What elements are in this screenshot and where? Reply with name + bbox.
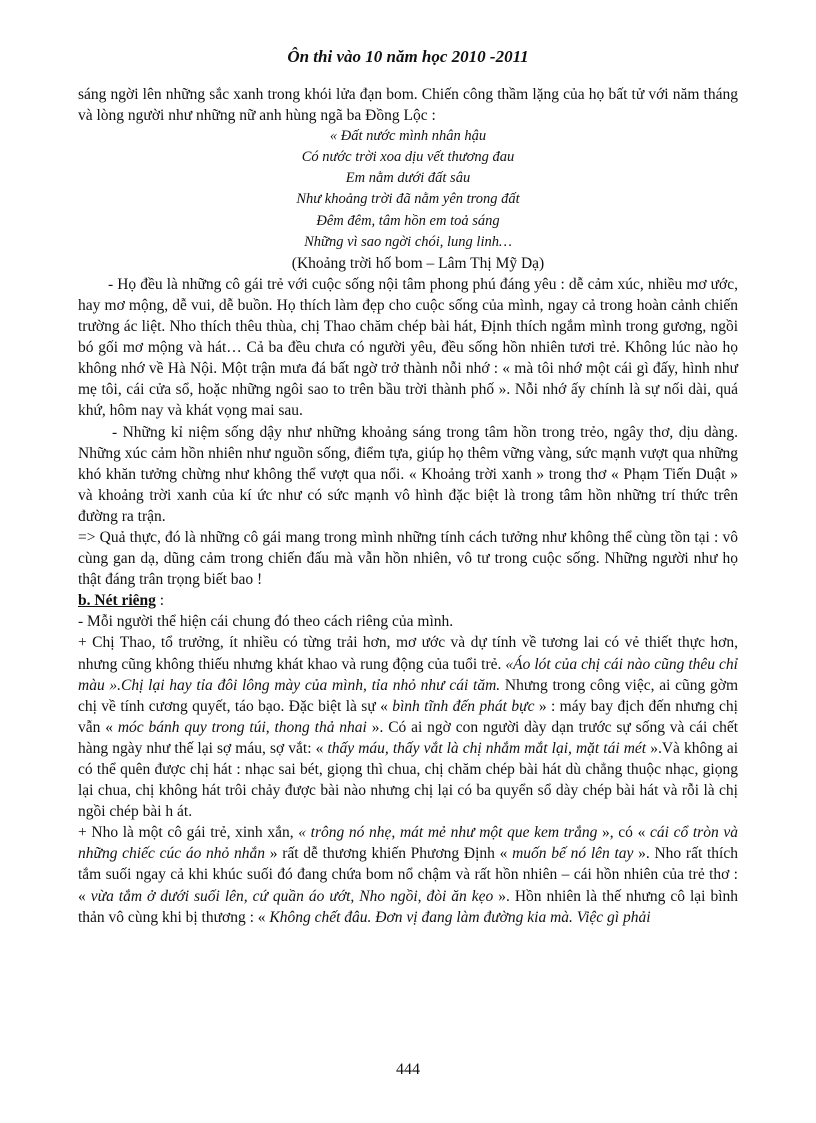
heading-b-label: b. Nét riêng: [78, 592, 156, 610]
italic-quote: bình tĩnh đến phát bực: [392, 697, 535, 715]
section-heading-b: [78, 590, 738, 611]
poem-line: Đêm đêm, tâm hồn em toả sáng: [316, 212, 500, 229]
paragraph-inner-life: - Họ đều là những cô gái trẻ với cuộc sống nội tâm phong phú đáng yêu : dễ cảm xúc, nhiều mơ ước, hay mơ mộng, dễ vui, dễ buồn. Họ thích làm đẹp cho cuộc sống của mình, ngay cả trong hoàn cảnh chiến trường ác liệt. Nho thích thêu thùa, chị Thao chăm chép bài hát, Định thích ngắm mình trong gương, ngồi bó gối mơ mộng và hát… Cả ba đều chưa có người yêu, đều sống hồn nhiên tươi trẻ. Không lúc nào họ không nhớ về Hà Nội. Một trận mưa đá bất ngờ trở thành nỗi nhớ : « mà tôi nhớ một cái gì đấy, hình như mẹ tôi, cái cửa sổ, hoặc những ngôi sao to trên bầu trời thành phố ». Nỗi nhớ ấy chính là sự nối dài, quá khứ, hôm nay và khát vọng mai sau.: [78, 275, 738, 420]
poem-line: « Đất nước mình nhân hậu: [329, 128, 487, 145]
text-run: + Nho là một cô gái trẻ, xinh xắn,: [78, 824, 299, 842]
paragraph-conclusion: => Quả thực, đó là những cô gái mang trong mình những tính cách tưởng như không thể cùng tồn tại : vô cùng gan dạ, dũng cảm trong chiến đấu mà vẫn hồn nhiên, vô tư trong cuộc sống. Những người như họ thật đáng trân trọng biết bao !: [78, 528, 738, 589]
italic-quote: thấy máu, thấy vắt là chị nhắm mắt lại, mặt tái mét: [327, 739, 647, 757]
poem-line: Có nước trời xoa dịu vết thương đau: [301, 149, 515, 166]
poem-citation: (Khoảng trời hố bom – Lâm Thị Mỹ Dạ): [291, 254, 545, 272]
text-run: », có «: [597, 824, 650, 842]
paragraph-chi-thao: [78, 632, 738, 822]
paragraph-nho: [78, 822, 738, 927]
poem-block: [78, 126, 738, 253]
paragraph-intro: sáng ngời lên những sắc xanh trong khói lửa đạn bom. Chiến công thầm lặng của họ bất tử với năm tháng và lòng người như những nữ anh hùng ngã ba Đồng Lộc :: [78, 86, 738, 125]
italic-quote: cái cổ tròn và những chiếc cúc áo nhỏ nhắn: [78, 824, 738, 863]
paragraph-memories: - Những kỉ niệm sống dậy như những khoảng sáng trong tâm hồn trong trẻo, ngây thơ, dịu dàng. Những xúc cảm hồn nhiên như nguồn sống, điểm tựa, giúp họ thêm vững vàng, sức mạnh vượt qua những khó khăn tưởng chừng như không thể vượt qua nổi. « Khoảng trời xanh » trong thơ « Phạm Tiến Duật » và khoảng trời xanh của kí ức như có sức mạnh vô hình đặc biệt là trong tâm hồn những trí thức trên đường ra trận.: [78, 423, 738, 525]
italic-quote: muốn bế nó lên tay: [512, 845, 634, 863]
text-run: ». Có ai ngờ con người dày dạn trước sự sống và cái chết hàng ngày như thế lại sợ máu, sợ vắt: «: [78, 718, 739, 757]
page-number: 444: [396, 1061, 420, 1078]
text-run: + Chị Thao, tổ trưởng, ít nhiều có từng trải hơn, mơ ước và dự tính về tương lai có vẻ thiết thực hơn, nhưng cũng không thiếu nhưng khát khao và rung động của tuổi trẻ.: [78, 634, 738, 673]
poem-line: Như khoảng trời đã nằm yên trong đất: [296, 191, 520, 208]
text-run: » : máy bay địch đến nhưng chị vẫn «: [78, 697, 738, 736]
text-run: ». Hồn nhiên là thế nhưng cô lại bình thản vô cùng khi bị thương : «: [78, 887, 738, 926]
italic-quote: Không chết đâu. Đơn vị đang làm đường kia mà. Việc gì phải: [269, 908, 651, 926]
page-header-title: Ôn thi vào 10 năm học 2010 -2011: [287, 47, 529, 66]
italic-quote: «Áo lót của chị cái nào cũng thêu chỉ màu ».Chị lại hay tỉa đôi lông mày của mình, tỉa nhỏ như cái tăm.: [78, 655, 738, 694]
italic-quote: vừa tắm ở dưới suối lên, cứ quần áo ướt, Nho ngồi, đòi ăn kẹo: [90, 887, 494, 905]
text-run: » rất dễ thương khiến Phương Định «: [265, 845, 513, 863]
paragraph-each-person: - Mỗi người thể hiện cái chung đó theo cách riêng của mình.: [78, 613, 454, 631]
italic-quote: móc bánh quy trong túi, thong thả nhai: [117, 718, 367, 736]
poem-line: Em nằm dưới đất sâu: [345, 170, 471, 187]
text-run: ». Nho rất thích tắm suối ngay cả khi khúc suối đó đang chứa bom nổ chậm và rất hồn nhiên – cái hồn nhiên của trẻ thơ : «: [78, 845, 738, 905]
poem-line: Những vì sao ngời chói, lung linh…: [304, 233, 512, 250]
text-run: Nhưng trong công việc, ai cũng gờm chị về tính cương quyết, táo bạo. Đặc biệt là sự «: [78, 676, 739, 715]
text-run: ».Và không ai có thể quên được chị hát : nhạc sai bét, giọng thì chua, chị chăm chép bài hát dù chẳng thuộc nhạc, giọng lại chua, chị không hát trôi chảy được bài nào nhưng chị lại có ba quyển sổ dày chép bài hát và rỗi là chị ngồi chép bài h át.: [78, 739, 739, 821]
document-body: [78, 84, 738, 928]
italic-quote: « trông nó nhẹ, mát mẻ như một que kem trắng: [298, 824, 598, 842]
heading-b-suffix: :: [155, 592, 165, 610]
